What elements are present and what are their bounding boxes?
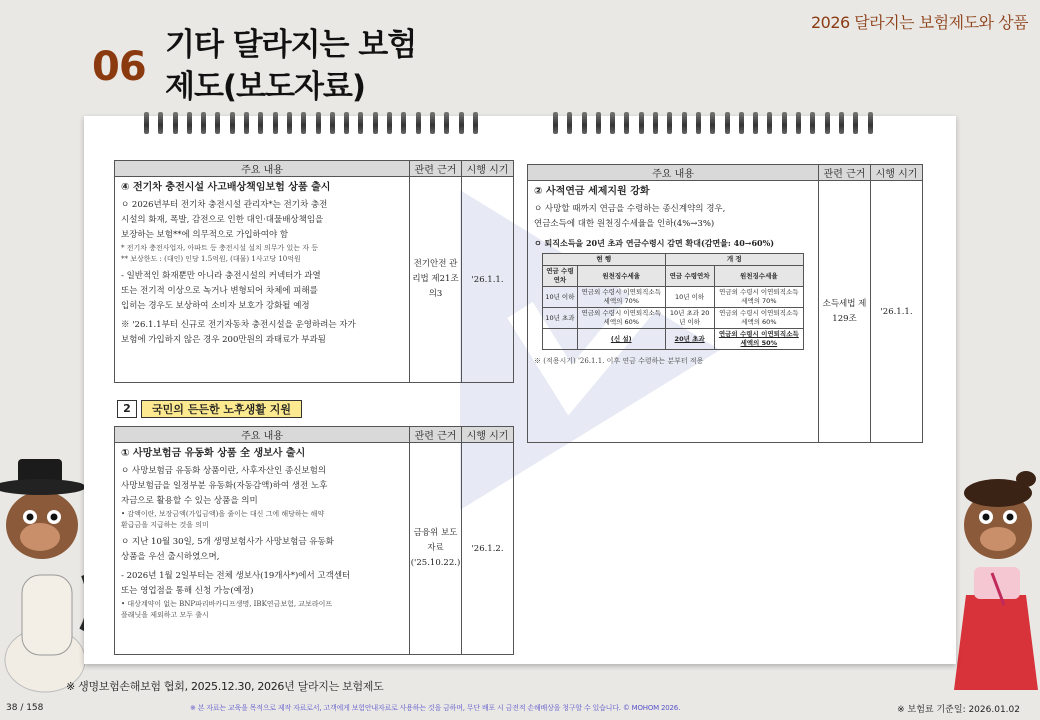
footnote: • 감액이란, 보장금액(가입금액)을 줄이는 대신 그에 해당하는 해약: [121, 510, 325, 518]
cell: 10년 이하: [543, 287, 578, 308]
sub-heading: ㅇ 퇴직소득을 20년 초과 연금수령시 감면 확대(감면율: 40→60%): [534, 238, 775, 248]
page-title-line-1: 기타 달라지는 보험: [165, 27, 417, 63]
group-current: 현 행: [543, 254, 666, 266]
text-line: 상품을 우선 출시하였으며,: [121, 552, 220, 562]
col-rate: 원천징수세율: [714, 266, 803, 287]
text-line: ㅇ 2026년부터 전기차 충전시설 관리자*는 전기차 충전: [121, 200, 328, 210]
text-line: ㅇ 사망할 때까지 연금을 수령하는 종신계약의 경우,: [534, 204, 726, 214]
text-line: 보험에 가입하지 않은 경우 200만원의 과태료가 부과됨: [121, 335, 326, 345]
item-title: ④ 전기차 충전시설 사고배상책임보험 상품 출시: [121, 182, 331, 193]
footnote: ** 보상한도 : (대인) 인당 1.5억원, (대물) 1사고당 10억원: [121, 255, 301, 263]
footnote: 플래닛을 제외하고 모두 출시: [121, 611, 209, 619]
col-header-date: 시행 시기: [462, 161, 514, 177]
section-number: 06: [92, 44, 146, 90]
footnote: ※ (적용시기) '26.1.1. 이후 연금 수령하는 분부터 적용: [534, 357, 704, 365]
table-row: [543, 287, 804, 308]
cell-content: [115, 443, 410, 655]
section-2-tag: [117, 400, 302, 418]
footnote: 환급금을 지급하는 것을 의미: [121, 521, 209, 529]
cell-date: '26.1.1.: [871, 181, 923, 443]
text-line: 또는 영업점을 통해 신청 가능(예정): [121, 586, 254, 596]
source-note: ※ 생명보험손해보험 협회, 2025.12.30, 2026년 달라지는 보험제도: [66, 680, 384, 693]
text-line: ㅇ 사망보험금 유동화 상품이란, 사후자산인 종신보험의: [121, 466, 327, 476]
cell: 연금외 수령시 이연퇴직소득세액의 60%: [577, 308, 665, 329]
cell-date: '26.1.1.: [462, 177, 514, 383]
table-row: [543, 308, 804, 329]
cell-basis: 전기안전 관리법 제21조의3: [410, 177, 462, 383]
cell: 연금외 수령시 이연퇴직소득세액의 70%: [577, 287, 665, 308]
cell: [543, 329, 578, 350]
page-title: [165, 24, 416, 108]
col-header-content: 주요 내용: [528, 165, 819, 181]
cell-content: [528, 181, 819, 443]
footnote: * 전기차 충전사업자, 아파트 등 충전시설 설치 의무가 있는 자 등: [121, 244, 319, 252]
text-line: - 일반적인 화재뿐만 아니라 충전시설의 커넥터가 과열: [121, 271, 321, 281]
section-2-number: 2: [117, 400, 137, 418]
table-row: [543, 329, 804, 350]
text-line: - 2026년 1월 2일부터는 전체 생보사(19개사*)에서 고객센터: [121, 571, 351, 581]
deck-title: 2026 달라지는 보험제도와 상품: [811, 13, 1028, 32]
text-line: 자금으로 활용할 수 있는 상품을 의미: [121, 496, 258, 506]
cell: 연금외 수령시 이연퇴직소득세액의 50%: [714, 329, 803, 350]
text-line: ※ '26.1.1부터 신규로 전기자동차 충전시설을 운영하려는 자가: [121, 320, 356, 330]
copyright-notice: ※ 본 자료는 교육을 목적으로 제작 자료로서, 고객에게 보험안내자료로 사용하는 것을 금하며, 무단 배포 시 금전적 손해배상을 청구할 수 있습니다. © MOHOM 2026.: [190, 704, 681, 712]
col-header-basis: 관련 근거: [410, 427, 462, 443]
mascot-girl-image: [952, 455, 1040, 695]
binder-rings-left: [144, 112, 478, 136]
col-period: 연금 수령연차: [543, 266, 578, 287]
text-line: 사망보험금을 일정부분 유동화(자동감액)하여 생전 노후: [121, 481, 328, 491]
text-line: 연금소득에 대한 원천징수세율을 인하(4%→3%): [534, 219, 715, 229]
text-line: 보장하는 보험**에 의무적으로 가입하여야 함: [121, 230, 289, 240]
item-title: ① 사망보험금 유동화 상품 全 생보사 출시: [121, 448, 306, 459]
group-revised: 개 정: [665, 254, 803, 266]
cell: 연금외 수령시 이연퇴직소득세액의 70%: [714, 287, 803, 308]
cell: (신 설): [577, 329, 665, 350]
col-header-basis: 관련 근거: [819, 165, 871, 181]
text-line: 입히는 경우도 보상하여 소비자 보호가 강화될 예정: [121, 301, 310, 311]
footnote: • 대상계약이 없는 BNP파리바카디프생명, IBK연금보험, 교보라이프: [121, 600, 333, 608]
section-2-label: 국민의 든든한 노후생활 지원: [141, 400, 302, 418]
item-title: ② 사적연금 세제지원 강화: [534, 186, 650, 197]
col-header-basis: 관련 근거: [410, 161, 462, 177]
cell: 20년 초과: [665, 329, 714, 350]
col-header-content: 주요 내용: [115, 161, 410, 177]
page-number: 38 / 158: [6, 703, 44, 713]
col-period: 연금 수령연차: [665, 266, 714, 287]
table-death-benefit-liquidation: [114, 426, 514, 655]
binder-rings-right: [553, 112, 873, 136]
text-line: ㅇ 지난 10월 30일, 5개 생명보험사가 사망보험금 유동화: [121, 537, 334, 547]
table-ev-charger-insurance: [114, 160, 514, 383]
col-header-date: 시행 시기: [871, 165, 923, 181]
text-line: 또는 전기적 이상으로 녹거나 변형되어 차체에 피해를: [121, 286, 318, 296]
cell-basis: 소득세법 제129조: [819, 181, 871, 443]
cell-basis: 금융위 보도자료 ('25.10.22.): [410, 443, 462, 655]
reference-date: ※ 보험료 기준일: 2026.01.02: [897, 705, 1020, 715]
text-line: 시설의 화재, 폭발, 감전으로 인한 대인·대물배상책임을: [121, 215, 324, 225]
cell: 10년 이하: [665, 287, 714, 308]
col-header-content: 주요 내용: [115, 427, 410, 443]
table-private-pension-tax: [527, 164, 923, 443]
col-header-date: 시행 시기: [462, 427, 514, 443]
withholding-rate-table: [542, 253, 804, 350]
cell-content: [115, 177, 410, 383]
cell: 연금외 수령시 이연퇴직소득세액의 60%: [714, 308, 803, 329]
cell-date: '26.1.2.: [462, 443, 514, 655]
cell: 10년 초과 20년 이하: [665, 308, 714, 329]
cell: 10년 초과: [543, 308, 578, 329]
col-rate: 원천징수세율: [577, 266, 665, 287]
page-title-line-2: 제도(보도자료): [165, 69, 366, 105]
